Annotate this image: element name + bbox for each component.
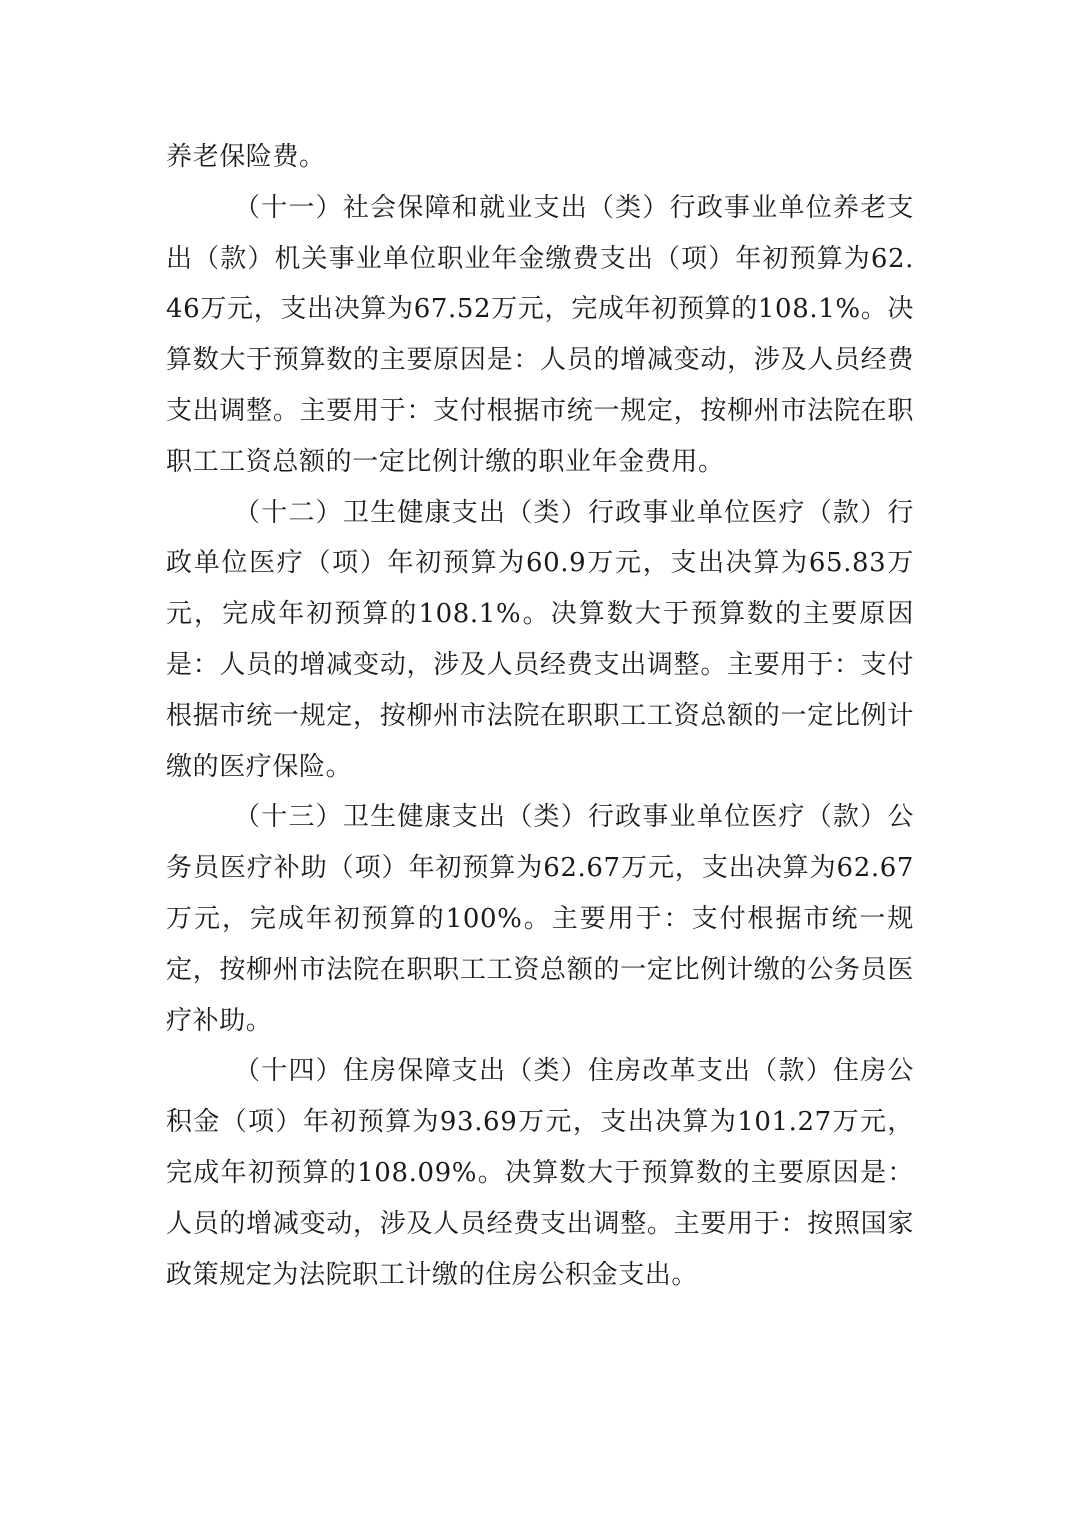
paragraph-item-13: （十三）卫生健康支出（类）行政事业单位医疗（款）公务员医疗补助（项）年初预算为62.67万元，支出决算为62.67万元，完成年初预算的100%。主要用于：支付根据市统一规定，按柳州市法院在职职工工资总额的一定比例计缴的公务员医疗补助。 xyxy=(166,802,914,1036)
paragraph-continuation: 养老保险费。 xyxy=(166,142,326,172)
paragraph-item-12: （十二）卫生健康支出（类）行政事业单位医疗（款）行政单位医疗（项）年初预算为60.9万元，支出决算为65.83万元，完成年初预算的108.1%。决算数大于预算数的主要原因是：人员的增减变动，涉及人员经费支出调整。主要用于：支付根据市统一规定，按柳州市法院在职职工工资总额的一定比例计缴的医疗保险。 xyxy=(166,497,914,782)
document-body xyxy=(166,132,914,1300)
paragraph-item-14: （十四）住房保障支出（类）住房改革支出（款）住房公积金（项）年初预算为93.69万元，支出决算为101.27万元，完成年初预算的108.09%。决算数大于预算数的主要原因是：人员的增减变动，涉及人员经费支出调整。主要用于：按照国家政策规定为法院职工计缴的住房公积金支出。 xyxy=(166,1056,914,1290)
paragraph-item-11: （十一）社会保障和就业支出（类）行政事业单位养老支出（款）机关事业单位职业年金缴费支出（项）年初预算为62.46万元，支出决算为67.52万元，完成年初预算的108.1%。决算数大于预算数的主要原因是：人员的增减变动，涉及人员经费支出调整。主要用于：支付根据市统一规定，按柳州市法院在职职工工资总额的一定比例计缴的职业年金费用。 xyxy=(166,192,914,477)
